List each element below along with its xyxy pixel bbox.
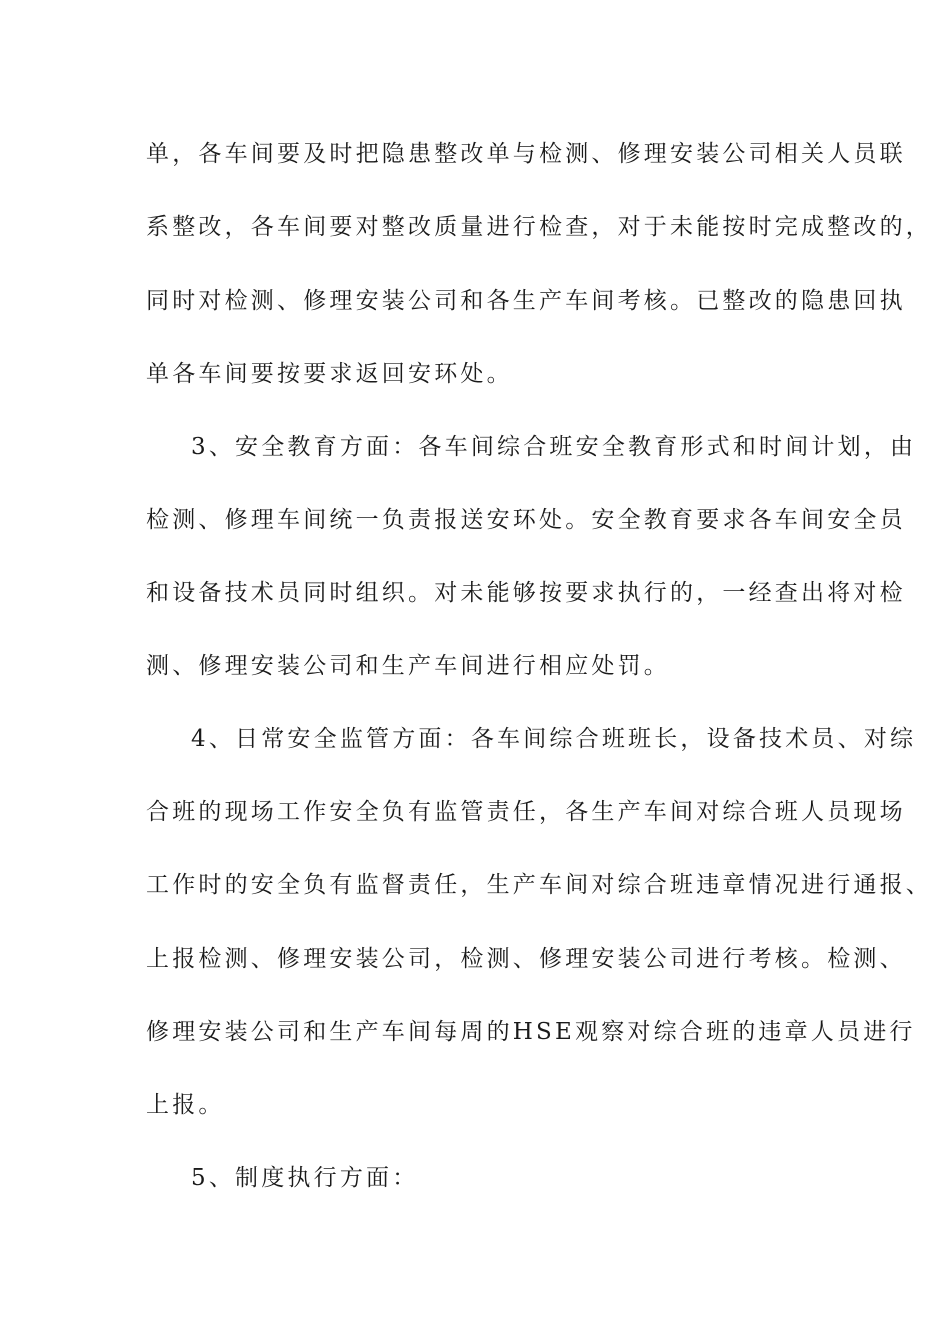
text-line: 合班的现场工作安全负有监管责任，各生产车间对综合班人员现场 bbox=[146, 799, 906, 825]
text-line: 修理安装公司和生产车间每周的HSE观察对综合班的违章人员进行 bbox=[146, 1019, 916, 1045]
paragraph-3-heading-line: 3、安全教育方面：各车间综合班安全教育形式和时间计划，由 bbox=[191, 434, 917, 460]
paragraph-4-heading-line: 4、日常安全监管方面：各车间综合班班长，设备技术员、对综 bbox=[191, 726, 917, 752]
text-line: 上报。 bbox=[146, 1092, 225, 1118]
text-line: 单各车间要按要求返回安环处。 bbox=[146, 361, 513, 387]
text-line: 单，各车间要及时把隐患整改单与检测、修理安装公司相关人员联 bbox=[146, 141, 906, 167]
text-line: 检测、修理车间统一负责报送安环处。安全教育要求各车间安全员 bbox=[146, 507, 906, 533]
text-line: 和设备技术员同时组织。对未能够按要求执行的，一经查出将对检 bbox=[146, 580, 906, 606]
text-line: 上报检测、修理安装公司，检测、修理安装公司进行考核。检测、 bbox=[146, 946, 906, 972]
text-line: 测、修理安装公司和生产车间进行相应处罚。 bbox=[146, 653, 670, 679]
text-line: 同时对检测、修理安装公司和各生产车间考核。已整改的隐患回执 bbox=[146, 288, 906, 314]
text-line: 系整改，各车间要对整改质量进行检查，对于未能按时完成整改的， bbox=[146, 214, 932, 240]
text-line: 工作时的安全负有监督责任，生产车间对综合班违章情况进行通报、 bbox=[146, 872, 932, 898]
paragraph-5-heading-line: 5、制度执行方面： bbox=[191, 1165, 419, 1191]
